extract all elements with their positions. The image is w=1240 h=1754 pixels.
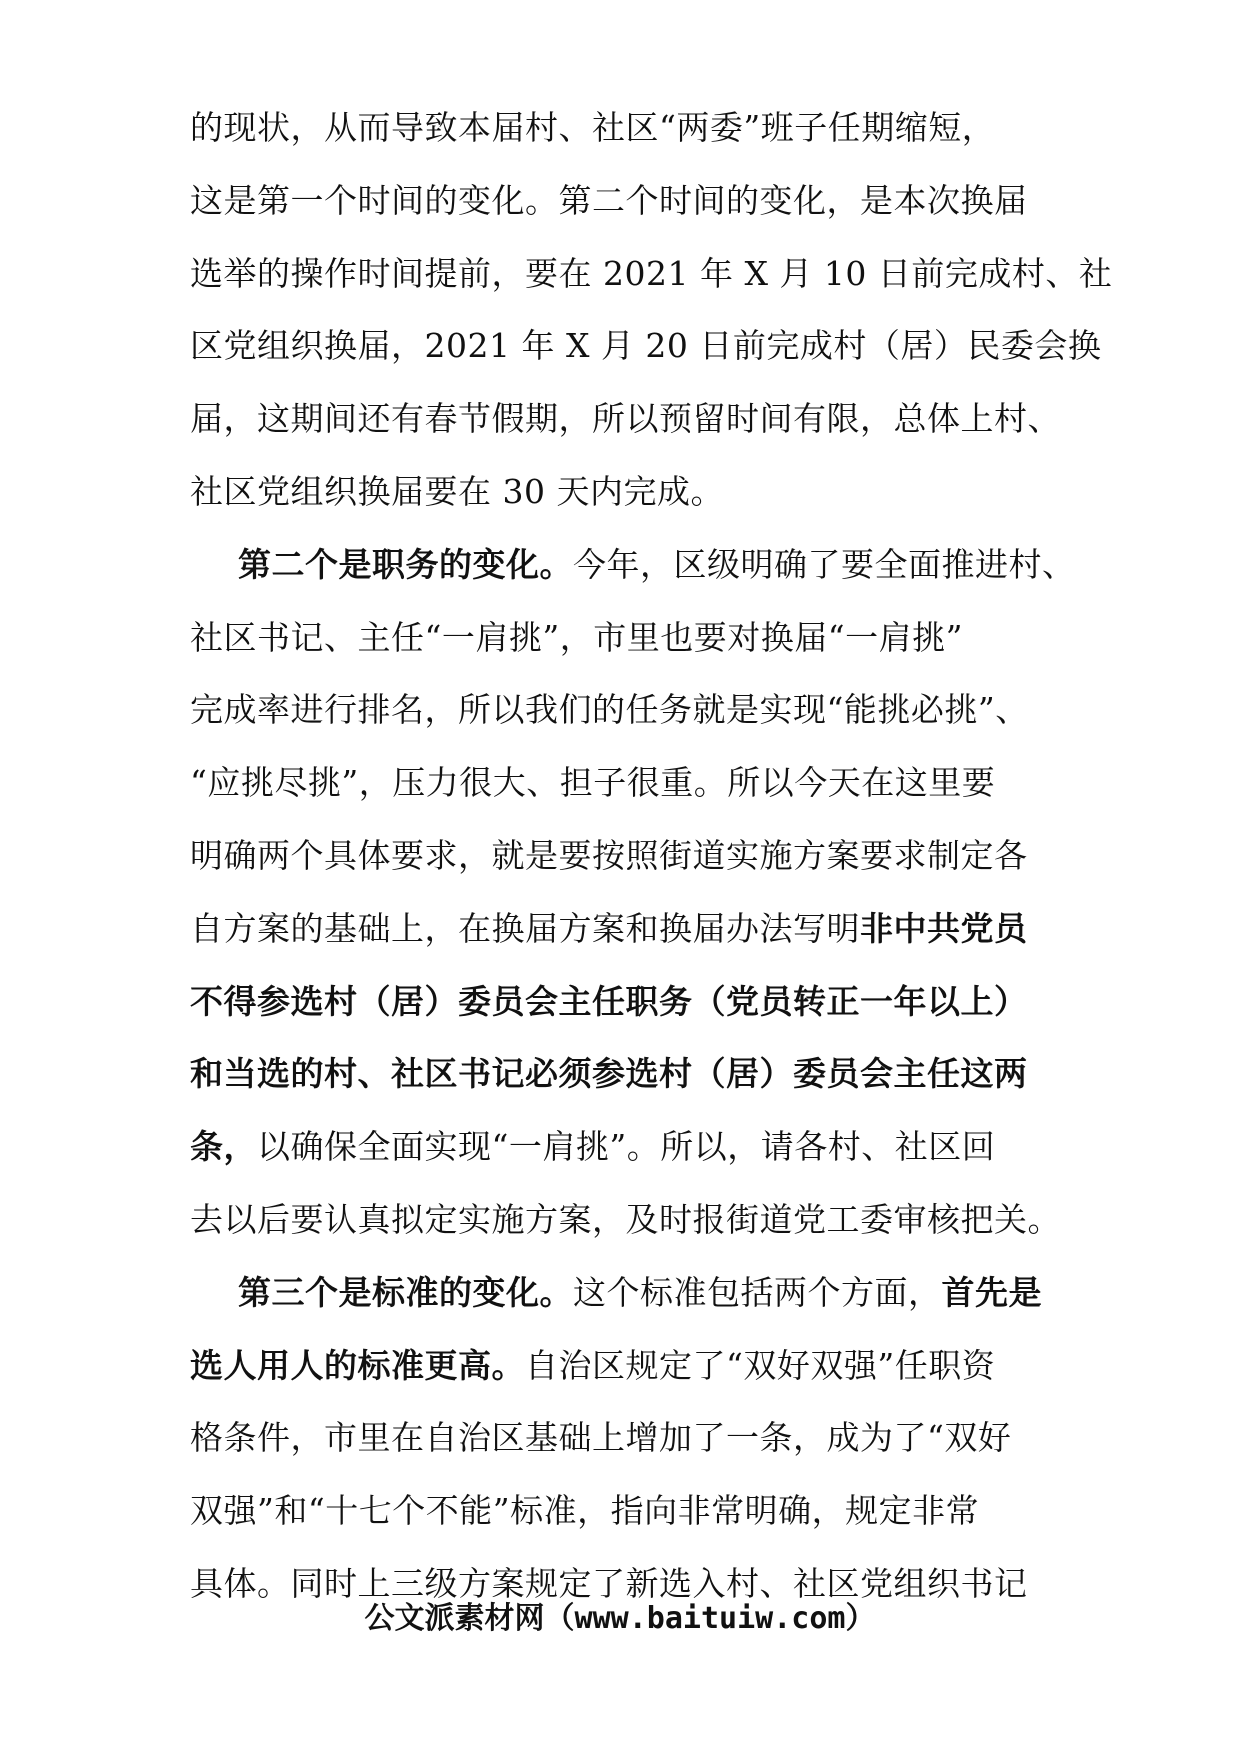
text-line: [190, 238, 1113, 311]
text-line: [190, 1402, 1070, 1475]
text-segment: 完成率进行排名，所以我们的任务就是实现“能挑必挑”、: [190, 690, 1029, 730]
bold-text-segment: 和当选的村、社区书记必须参选村（居）委员会主任这两: [190, 1054, 1028, 1094]
text-line: [190, 1111, 1070, 1184]
text-line: [190, 1330, 1070, 1403]
text-segment: 这个标准包括两个方面，: [573, 1272, 942, 1312]
text-line: [190, 966, 1070, 1039]
text-line: [190, 747, 1070, 820]
text-line: [190, 1184, 1070, 1257]
footer-url[interactable]: www.baituiw.com: [574, 1601, 846, 1636]
text-segment: 格条件，市里在自治区基础上增加了一条，成为了“双好: [190, 1418, 1012, 1458]
text-line: [190, 310, 1102, 383]
text-segment: “应挑尽挑”，压力很大、担子很重。所以今天在这里要: [190, 763, 996, 803]
footer-paren-open: （: [544, 1601, 575, 1636]
text-line: [190, 820, 1070, 893]
bold-text-segment: 不得参选村（居）委员会主任职务（党员转正一年以上）: [190, 981, 1028, 1021]
bold-text-segment: 非中共党员: [860, 908, 1028, 948]
text-segment: 区党组织换届，2021 年 X 月 20 日前完成村（居）民委会换: [190, 326, 1102, 366]
text-line: [190, 383, 1070, 456]
text-segment: 社区党组织换届要在 30 天内完成。: [190, 471, 724, 511]
text-segment: 自治区规定了“双好双强”任职资: [525, 1345, 996, 1385]
text-line: [190, 456, 1070, 529]
body-text: [190, 92, 1113, 1621]
footer-site-name: 公文派素材网: [364, 1601, 545, 1636]
text-segment: 自方案的基础上，在换届方案和换届办法写明: [190, 908, 860, 948]
text-line: [190, 165, 1070, 238]
text-segment: 的现状，从而导致本届村、社区“两委”班子任期缩短，: [190, 108, 996, 147]
bold-text-segment: 条，: [190, 1127, 257, 1167]
text-segment: 今年，区级明确了要全面推进村、: [573, 544, 1076, 584]
text-line: [190, 602, 1070, 675]
bold-text-segment: 选人用人的标准更高。: [190, 1345, 525, 1385]
text-segment: 明确两个具体要求，就是要按照街道实施方案要求制定各: [190, 835, 1028, 875]
text-line: [190, 529, 1076, 602]
text-segment: 选举的操作时间提前，要在 2021 年 X 月 10 日前完成村、社: [190, 253, 1113, 293]
text-segment: 以确保全面实现“一肩挑”。所以，请各村、社区回: [257, 1127, 996, 1167]
bold-text-segment: 第三个是标准的变化。: [238, 1272, 573, 1312]
text-line: [190, 674, 1070, 747]
footer-paren-close: ）: [845, 1601, 876, 1636]
bold-text-segment: 首先是: [941, 1272, 1042, 1312]
text-line: [190, 893, 1070, 966]
text-segment: 去以后要认真拟定实施方案，及时报街道党工委审核把关。: [190, 1199, 1061, 1239]
text-line: [190, 1038, 1070, 1111]
footer-watermark: [0, 1597, 1240, 1641]
text-line: [190, 1257, 1070, 1330]
text-segment: 这是第一个时间的变化。第二个时间的变化，是本次换届: [190, 180, 1028, 220]
bold-text-segment: 第二个是职务的变化。: [238, 544, 573, 584]
text-line: [190, 92, 1070, 165]
text-segment: 社区书记、主任“一肩挑”，市里也要对换届“一肩挑”: [190, 617, 963, 657]
text-segment: 具体。同时上三级方案规定了新选入村、社区党组织书记: [190, 1563, 1028, 1603]
text-segment: 双强”和“十七个不能”标准，指向非常明确，规定非常: [190, 1491, 980, 1531]
text-line: [190, 1475, 1070, 1548]
text-segment: 届，这期间还有春节假期，所以预留时间有限，总体上村、: [190, 399, 1061, 439]
